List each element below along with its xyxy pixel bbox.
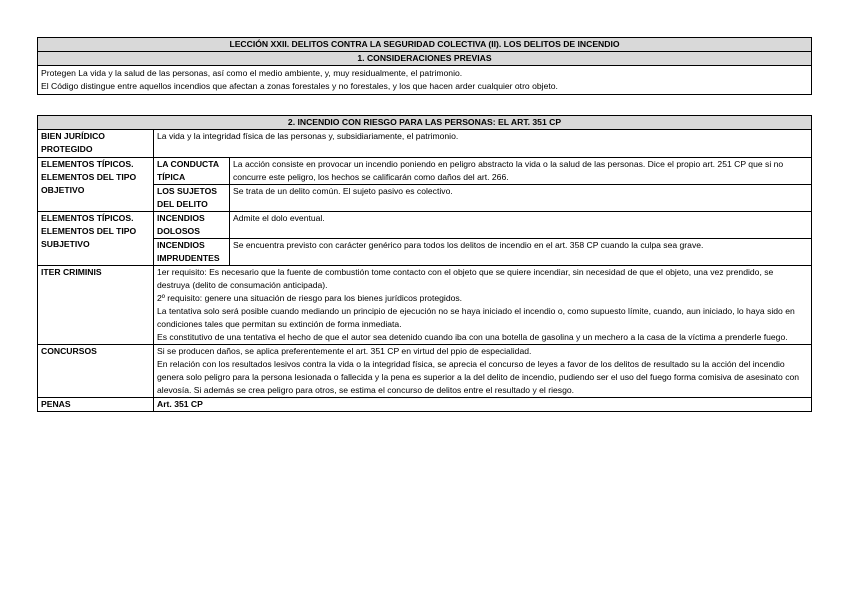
iter-paragraph: La tentativa solo será posible cuando mediando un principio de ejecución no se haya iniciado el incendio o, como supuesto límite, cuando, aun iniciado, lo haya sido en condiciones tales que permitan su extinción de forma inmediata. — [157, 306, 795, 329]
concursos-label: CONCURSOS — [38, 345, 154, 398]
concursos-paragraph: En relación con los resultados lesivos contra la vida o la integridad física, se aprecia el concurso de leyes a favor de los delitos de resultado su la acción del incendio genera solo peligro para la persona lesionada o fallecida y la pena es superior a la del delito de incendio, pudiendo ser el uso del fuego forma comisiva de asesinato con alevosía. Si además se crea peligro para otros, se estima el concurso de delitos entre el resultado y el riesgo. — [157, 359, 800, 395]
concursos-paragraph: Si se producen daños, se aplica preferentemente el art. 351 CP en virtud del ppio de especialidad. — [157, 346, 532, 356]
section-1-heading: 1. CONSIDERACIONES PREVIAS — [38, 52, 812, 66]
penas-text: Art. 351 CP — [154, 398, 812, 412]
section-1-line-1: Protegen La vida y la salud de las personas, así como el medio ambiente, y, muy residualmente, el patrimonio. — [41, 68, 463, 78]
section-2-table — [37, 115, 812, 412]
iter-criminis-label: ITER CRIMINIS — [38, 266, 154, 345]
penas-label: PENAS — [38, 398, 154, 412]
imprudentes-text: Se encuentra previsto con carácter genérico para todos los delitos de incendio en el art. 358 CP cuando la culpa sea grave. — [230, 239, 812, 266]
dolosos-text: Admite el dolo eventual. — [230, 212, 812, 239]
iter-paragraph: 1er requisito: Es necesario que la fuente de combustión tome contacto con el objeto que se quiere incendiar, sin necesidad de que el objeto, una vez prendido, se destruya (delito de consumación anticipada). — [157, 267, 774, 290]
bien-juridico-text: La vida y la integridad física de las personas y, subsidiariamente, el patrimonio. — [154, 130, 812, 158]
lesson-title: LECCIÓN XXII. DELITOS CONTRA LA SEGURIDAD COLECTIVA (II). LOS DELITOS DE INCENDIO — [38, 38, 812, 52]
imprudentes-label: INCENDIOS IMPRUDENTES — [154, 239, 230, 266]
section-2-heading: 2. INCENDIO CON RIESGO PARA LAS PERSONAS: EL ART. 351 CP — [38, 116, 812, 130]
iter-paragraph: Es constitutivo de una tentativa el hecho de que el autor sea detenido cuando iba con una botella de gasolina y un mechero a la casa de la víctima a prenderle fuego. — [157, 332, 788, 342]
sujetos-label: LOS SUJETOS DEL DELITO — [154, 185, 230, 212]
conducta-text: La acción consiste en provocar un incendio poniendo en peligro abstracto la vida o la salud de las personas. Dice el propio art. 251 CP que si no concurre este peligro, los hechos se calificarán como daños del art. 266. — [230, 158, 812, 185]
section-1-line-2: El Código distingue entre aquellos incendios que afectan a zonas forestales y no forestales, y los que hacen arder cualquier otro objeto. — [41, 81, 558, 91]
section-1-body — [38, 66, 812, 95]
tipo-objetivo-label: ELEMENTOS TÍPICOS. ELEMENTOS DEL TIPO OBJETIVO — [38, 158, 154, 212]
concursos-text — [154, 345, 812, 398]
iter-criminis-text — [154, 266, 812, 345]
conducta-label: LA CONDUCTA TÍPICA — [154, 158, 230, 185]
bien-juridico-label: BIEN JURÍDICO PROTEGIDO — [38, 130, 154, 158]
dolosos-label: INCENDIOS DOLOSOS — [154, 212, 230, 239]
iter-paragraph: 2º requisito: genere una situación de riesgo para los bienes jurídicos protegidos. — [157, 293, 463, 303]
sujetos-text: Se trata de un delito común. El sujeto pasivo es colectivo. — [230, 185, 812, 212]
tipo-subjetivo-label: ELEMENTOS TÍPICOS. ELEMENTOS DEL TIPO SUBJETIVO — [38, 212, 154, 266]
section-1-table — [37, 37, 812, 95]
